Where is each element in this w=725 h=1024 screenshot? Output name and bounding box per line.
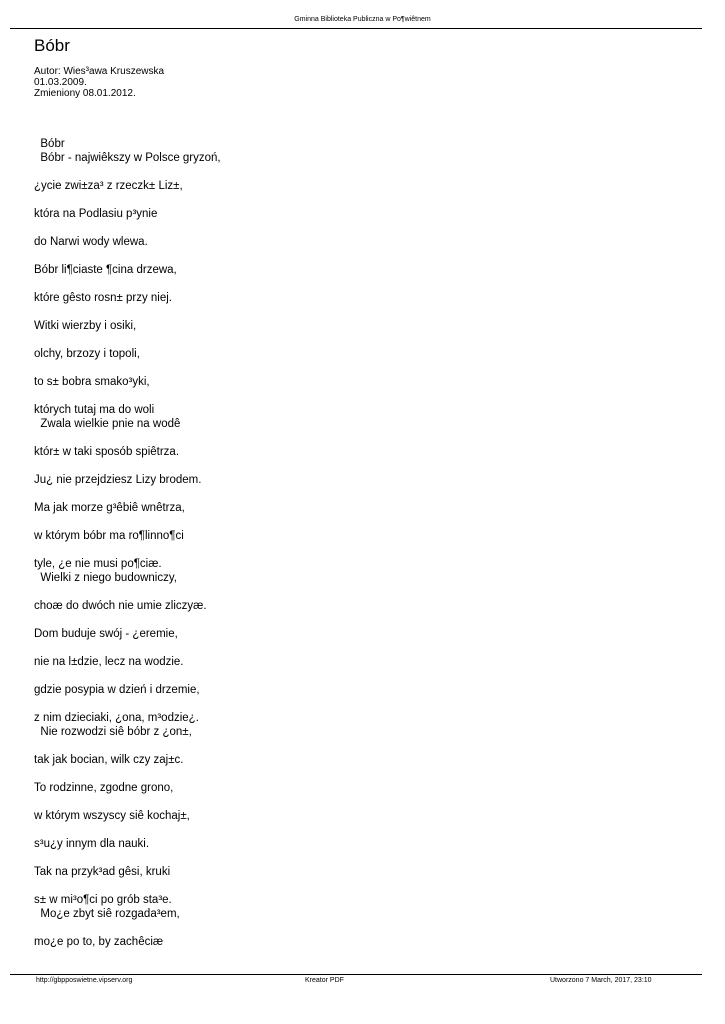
author-line: Autor: Wies³awa Kruszewska — [34, 66, 165, 77]
poem-line: Dom buduje swój - ¿eremie, — [34, 628, 178, 640]
poem-body — [34, 137, 221, 949]
poem-line: do Narwi wody wlewa. — [34, 236, 148, 248]
poem-line: s± w mi³o¶ci po grób sta³e. — [34, 894, 172, 906]
poem-line: któr± w taki sposób spiêtrza. — [34, 446, 180, 458]
poem-line: Witki wierzby i osiki, — [34, 320, 137, 332]
header-divider — [10, 28, 702, 29]
article-title: Bóbr — [34, 36, 70, 55]
publish-date: 01.03.2009. — [34, 77, 87, 88]
poem-line: gdzie posypia w dzień i drzemie, — [34, 684, 200, 696]
poem-line: olchy, brzozy i topoli, — [34, 348, 140, 360]
footer-generator: Kreator PDF — [305, 977, 344, 984]
poem-line: w którym wszyscy siê kochaj±, — [34, 810, 190, 822]
poem-line: Mo¿e zbyt siê rozgada³em, — [34, 908, 180, 920]
poem-line: tak jak bocian, wilk czy zaj±c. — [34, 754, 184, 766]
poem-line: To rodzinne, zgodne grono, — [34, 782, 174, 794]
poem-line: tyle, ¿e nie musi po¶ciæ. — [34, 558, 162, 570]
modified-date: Zmieniony 08.01.2012. — [34, 88, 136, 99]
poem-line: Tak na przyk³ad gêsi, kruki — [34, 866, 171, 878]
poem-line: Ma jak morze g³êbiê wnêtrza, — [34, 502, 185, 514]
poem-line: choæ do dwóch nie umie zliczyæ. — [34, 600, 207, 612]
poem-line: w którym bóbr ma ro¶linno¶ci — [34, 530, 184, 542]
poem-line: z nim dzieciaki, ¿ona, m³odzie¿. — [34, 712, 199, 724]
footer-divider — [10, 974, 702, 975]
poem-line: Bóbr li¶ciaste ¶cina drzewa, — [34, 264, 177, 276]
poem-line: s³u¿y innym dla nauki. — [34, 838, 150, 850]
poem-line: których tutaj ma do woli — [34, 404, 155, 416]
footer-created: Utworzono 7 March, 2017, 23:10 — [550, 977, 652, 984]
poem-line: Wielki z niego budowniczy, — [34, 572, 177, 584]
poem-line: Zwala wielkie pnie na wodê — [34, 418, 181, 430]
article-meta — [34, 66, 164, 99]
poem-line: Nie rozwodzi siê bóbr z ¿on±, — [34, 726, 192, 738]
footer-url: http://gbpposwietne.vipserv.org — [36, 977, 133, 984]
poem-line: która na Podlasiu p³ynie — [34, 208, 158, 220]
library-header: Gminna Biblioteka Publiczna w Po¶wiêtnem — [294, 16, 431, 23]
poem-line: mo¿e po to, by zachêciæ — [34, 936, 164, 948]
poem-line: Bóbr - najwiêkszy w Polsce gryzoń, — [34, 152, 221, 164]
poem-line: nie na l±dzie, lecz na wodzie. — [34, 656, 184, 668]
poem-line: ¿ycie zwi±za³ z rzeczk± Liz±, — [34, 180, 183, 192]
poem-line: Ju¿ nie przejdziesz Lizy brodem. — [34, 474, 202, 486]
poem-line: to s± bobra smako³yki, — [34, 376, 150, 388]
poem-line: które gêsto rosn± przy niej. — [34, 292, 172, 304]
poem-line: Bóbr — [34, 138, 65, 150]
